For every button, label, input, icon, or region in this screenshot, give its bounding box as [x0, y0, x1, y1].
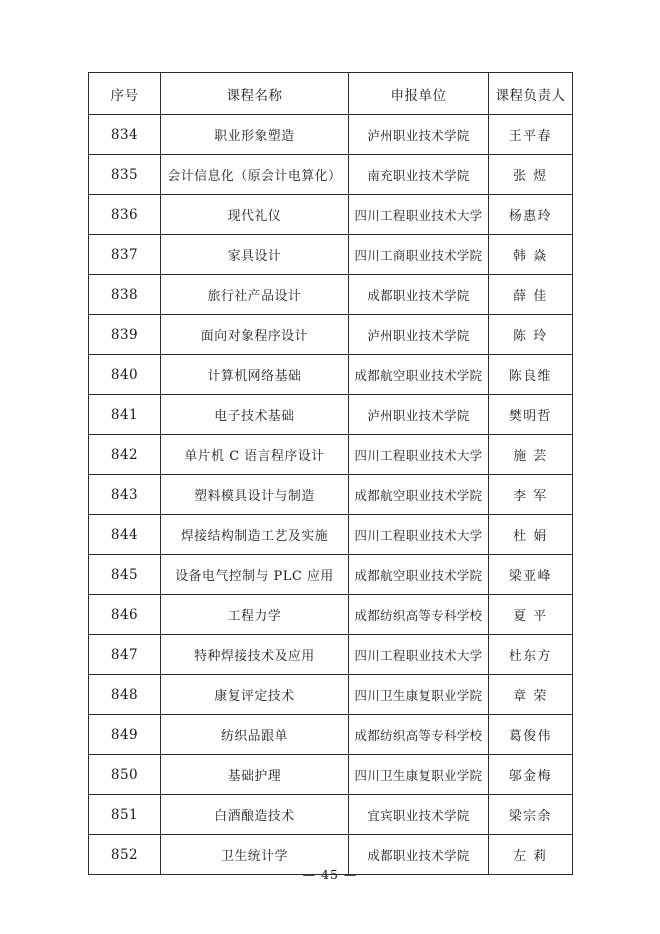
cell-course-name: 家具设计 — [161, 235, 349, 275]
column-header-unit: 申报单位 — [349, 73, 489, 115]
cell-owner: 李 军 — [489, 475, 573, 515]
cell-owner: 杜 娟 — [489, 515, 573, 555]
table-row — [89, 715, 573, 755]
cell-owner: 施 芸 — [489, 435, 573, 475]
cell-unit: 泸州职业技术学院 — [349, 115, 489, 155]
cell-unit: 成都职业技术学院 — [349, 275, 489, 315]
cell-owner: 梁亚峰 — [489, 555, 573, 595]
cell-no: 834 — [89, 115, 161, 155]
table-header-row — [89, 73, 573, 115]
cell-course-name: 焊接结构制造工艺及实施 — [161, 515, 349, 555]
cell-no: 850 — [89, 755, 161, 795]
cell-no: 838 — [89, 275, 161, 315]
cell-unit: 泸州职业技术学院 — [349, 395, 489, 435]
table-row — [89, 155, 573, 195]
cell-course-name: 白酒酿造技术 — [161, 795, 349, 835]
cell-course-name: 卫生统计学 — [161, 835, 349, 875]
cell-owner: 韩 焱 — [489, 235, 573, 275]
table-row — [89, 635, 573, 675]
table-row — [89, 435, 573, 475]
cell-course-name: 设备电气控制与 PLC 应用 — [161, 555, 349, 595]
cell-owner: 陈良维 — [489, 355, 573, 395]
cell-course-name: 塑料模具设计与制造 — [161, 475, 349, 515]
table-row — [89, 555, 573, 595]
table-row — [89, 475, 573, 515]
cell-unit: 四川工商职业技术学院 — [349, 235, 489, 275]
cell-unit: 成都航空职业技术学院 — [349, 555, 489, 595]
column-header-no: 序号 — [89, 73, 161, 115]
cell-owner: 邬金梅 — [489, 755, 573, 795]
cell-no: 837 — [89, 235, 161, 275]
cell-no: 841 — [89, 395, 161, 435]
cell-course-name: 电子技术基础 — [161, 395, 349, 435]
cell-unit: 成都纺织高等专科学校 — [349, 715, 489, 755]
cell-unit: 四川卫生康复职业学院 — [349, 675, 489, 715]
cell-no: 849 — [89, 715, 161, 755]
table-row — [89, 315, 573, 355]
cell-course-name: 工程力学 — [161, 595, 349, 635]
table-row — [89, 795, 573, 835]
cell-owner: 章 荣 — [489, 675, 573, 715]
table-row — [89, 595, 573, 635]
cell-unit: 成都航空职业技术学院 — [349, 475, 489, 515]
cell-no: 852 — [89, 835, 161, 875]
cell-no: 844 — [89, 515, 161, 555]
cell-course-name: 职业形象塑造 — [161, 115, 349, 155]
cell-owner: 杨惠玲 — [489, 195, 573, 235]
cell-unit: 成都纺织高等专科学校 — [349, 595, 489, 635]
cell-no: 839 — [89, 315, 161, 355]
cell-no: 847 — [89, 635, 161, 675]
table-row — [89, 675, 573, 715]
cell-course-name: 现代礼仪 — [161, 195, 349, 235]
cell-no: 835 — [89, 155, 161, 195]
cell-course-name: 康复评定技术 — [161, 675, 349, 715]
column-header-course-name: 课程名称 — [161, 73, 349, 115]
cell-course-name: 会计信息化（原会计电算化） — [161, 155, 349, 195]
table-row — [89, 275, 573, 315]
cell-no: 845 — [89, 555, 161, 595]
cell-course-name: 纺织品跟单 — [161, 715, 349, 755]
cell-owner: 左 莉 — [489, 835, 573, 875]
cell-owner: 陈 玲 — [489, 315, 573, 355]
cell-course-name: 旅行社产品设计 — [161, 275, 349, 315]
cell-no: 843 — [89, 475, 161, 515]
table-row — [89, 115, 573, 155]
cell-owner: 杜东方 — [489, 635, 573, 675]
column-header-owner: 课程负责人 — [489, 73, 573, 115]
cell-unit: 泸州职业技术学院 — [349, 315, 489, 355]
table-row — [89, 515, 573, 555]
cell-course-name: 计算机网络基础 — [161, 355, 349, 395]
cell-owner: 王平春 — [489, 115, 573, 155]
table-row — [89, 755, 573, 795]
cell-no: 842 — [89, 435, 161, 475]
table-row — [89, 195, 573, 235]
cell-unit: 四川卫生康复职业学院 — [349, 755, 489, 795]
cell-no: 851 — [89, 795, 161, 835]
cell-unit: 四川工程职业技术大学 — [349, 635, 489, 675]
cell-no: 840 — [89, 355, 161, 395]
cell-unit: 成都职业技术学院 — [349, 835, 489, 875]
cell-owner: 梁宗余 — [489, 795, 573, 835]
cell-owner: 葛俊伟 — [489, 715, 573, 755]
cell-unit: 宜宾职业技术学院 — [349, 795, 489, 835]
cell-owner: 夏 平 — [489, 595, 573, 635]
course-table — [88, 72, 573, 875]
table-row — [89, 395, 573, 435]
cell-owner: 薛 佳 — [489, 275, 573, 315]
table-row — [89, 355, 573, 395]
cell-unit: 成都航空职业技术学院 — [349, 355, 489, 395]
cell-course-name: 面向对象程序设计 — [161, 315, 349, 355]
cell-no: 848 — [89, 675, 161, 715]
table-row — [89, 235, 573, 275]
cell-course-name: 单片机 C 语言程序设计 — [161, 435, 349, 475]
cell-unit: 南充职业技术学院 — [349, 155, 489, 195]
cell-no: 836 — [89, 195, 161, 235]
cell-no: 846 — [89, 595, 161, 635]
cell-unit: 四川工程职业技术大学 — [349, 195, 489, 235]
cell-course-name: 基础护理 — [161, 755, 349, 795]
cell-unit: 四川工程职业技术大学 — [349, 435, 489, 475]
cell-course-name: 特种焊接技术及应用 — [161, 635, 349, 675]
cell-owner: 樊明哲 — [489, 395, 573, 435]
cell-unit: 四川工程职业技术大学 — [349, 515, 489, 555]
page-number: — 45 — — [302, 867, 358, 882]
cell-owner: 张 煜 — [489, 155, 573, 195]
